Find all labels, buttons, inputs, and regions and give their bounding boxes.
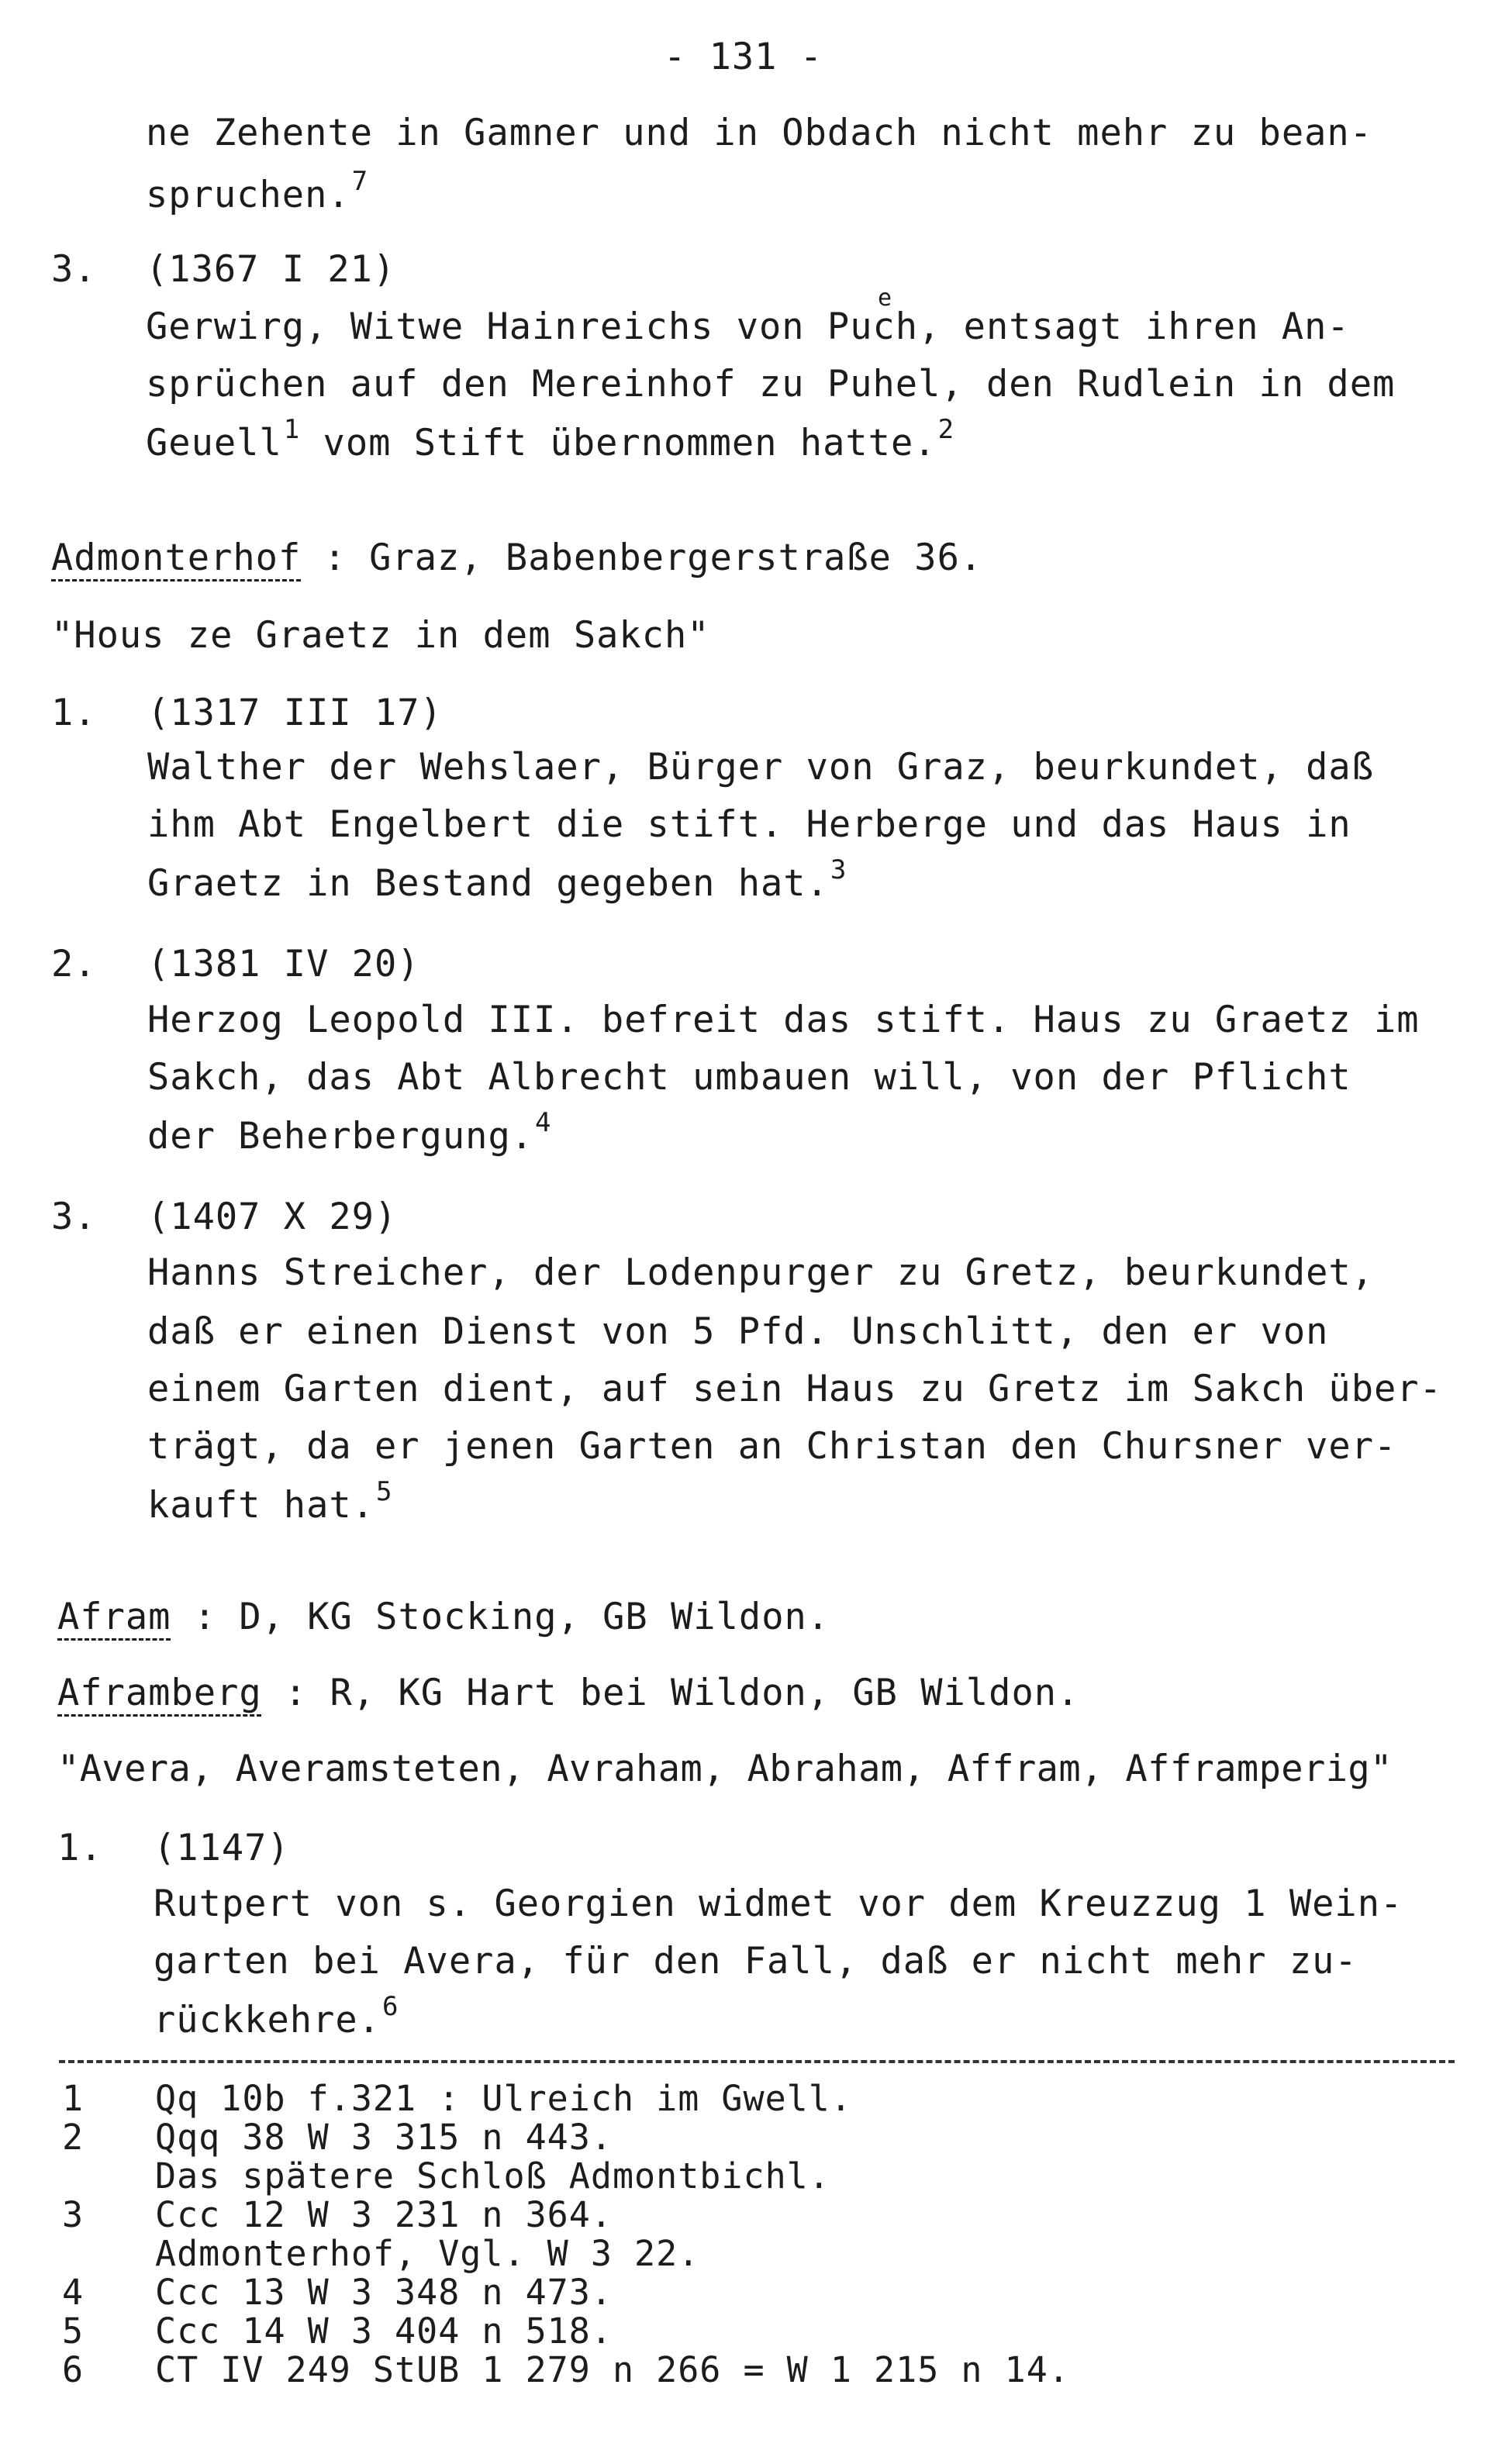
entry-date: (1367 I 21) (146, 248, 396, 291)
footnote-number: 4 (62, 2272, 85, 2313)
keyword: Aframberg (57, 1672, 262, 1714)
entry-number: 1. (57, 1827, 103, 1869)
footnote-text: Admonterhof, Vgl. W 3 22. (155, 2233, 700, 2274)
footnote-number: 5 (62, 2310, 85, 2352)
entry-line: rückkehre.$^6$ (154, 1991, 399, 2041)
page-number: - 131 - (664, 36, 823, 78)
footnote-text: CT IV 249 StUB 1 279 n 266 = W 1 215 n 14. (155, 2349, 1070, 2390)
intro-line-2: spruchen.$^7$ (146, 166, 369, 216)
entry-line: Graetz in Bestand gegeben hat.$^3$ (147, 854, 847, 905)
umlaut-mark: e (878, 285, 892, 312)
entry-line-3: Geuell$^1$ vom Stift übernommen hatte.$^2$ (146, 414, 955, 464)
heading-afram: Afram : D, KG Stocking, GB Wildon. (57, 1596, 830, 1638)
entry-number: 1. (51, 692, 97, 734)
entry-line: daß er einen Dienst von 5 Pfd. Unschlitt, den er von (147, 1310, 1329, 1353)
footnote-text: Ccc 12 W 3 231 n 364. (155, 2194, 613, 2235)
entry-line: Sakch, das Abt Albrecht umbauen will, von der Pflicht (147, 1056, 1351, 1099)
entry-line: garten bei Avera, für den Fall, daß er nicht mehr zu- (154, 1940, 1358, 1983)
keyword: Afram (57, 1596, 171, 1638)
footnote-divider (59, 2060, 1455, 2063)
entry-line: trägt, da er jenen Garten an Christan den Chursner ver- (147, 1425, 1397, 1468)
footnote-ref-3: 3 (830, 854, 847, 885)
entry-line: ihm Abt Engelbert die stift. Herberge und das Haus in (147, 803, 1351, 846)
heading-admonterhof: Admonterhof : Graz, Babenbergerstraße 36. (51, 537, 983, 579)
footnote-ref-1: 1 (283, 414, 301, 445)
entry-line-2: sprüchen auf den Mereinhof zu Puhel, den Rudlein in dem (146, 363, 1396, 405)
footnote-text: Qq 10b f.321 : Ulreich im Gwell. (155, 2078, 852, 2119)
entry-number: 3. (51, 1196, 97, 1238)
footnote-number: 2 (62, 2117, 85, 2158)
intro-line-1: ne Zehente in Gamner und in Obdach nicht mehr zu bean- (146, 112, 1373, 154)
footnote-text: Ccc 14 W 3 404 n 518. (155, 2310, 613, 2352)
footnote-text: Qqq 38 W 3 315 n 443. (155, 2117, 613, 2158)
entry-line: Rutpert von s. Georgien widmet vor dem Kreuzzug 1 Wein- (154, 1883, 1403, 1925)
footnote-ref-6: 6 (381, 1991, 399, 2022)
entry-date: (1381 IV 20) (147, 943, 420, 985)
entry-line: der Beherbergung.$^4$ (147, 1107, 552, 1158)
entry-line: Hanns Streicher, der Lodenpurger zu Gretz, beurkundet, (147, 1251, 1375, 1294)
entry-line-1: Gerwirg, Witwe Hainreichs von Puch, entsagt ihren An- (146, 305, 1350, 348)
heading-aframberg: Aframberg : R, KG Hart bei Wildon, GB Wildon. (57, 1672, 1080, 1714)
entry-line: kauft hat.$^5$ (147, 1476, 393, 1527)
footnote-text: Ccc 13 W 3 348 n 473. (155, 2272, 613, 2313)
footnote-ref-7: 7 (351, 166, 369, 197)
keyword: Admonterhof (51, 537, 302, 579)
entry-date: (1407 X 29) (147, 1196, 398, 1238)
entry-number: 3. (51, 248, 97, 291)
entry-number: 2. (51, 943, 97, 985)
footnote-number: 6 (62, 2349, 85, 2390)
entry-line: Walther der Wehslaer, Bürger von Graz, beurkundet, daß (147, 746, 1375, 789)
footnote-ref-5: 5 (375, 1476, 393, 1507)
quote-aframberg: "Avera, Averamsteten, Avraham, Abraham, Affram, Afframperig" (57, 1748, 1393, 1790)
entry-date: (1147) (154, 1827, 290, 1869)
entry-date: (1317 III 17) (147, 692, 443, 734)
entry-line: Herzog Leopold III. befreit das stift. Haus zu Graetz im (147, 999, 1420, 1041)
quote-admonterhof: "Hous ze Graetz in dem Sakch" (51, 614, 710, 657)
footnote-number: 3 (62, 2194, 85, 2235)
entry-line: einem Garten dient, auf sein Haus zu Gretz im Sakch über- (147, 1368, 1442, 1410)
footnote-number: 1 (62, 2078, 85, 2119)
footnote-text: Das spätere Schloß Admontbichl. (155, 2155, 830, 2197)
footnote-ref-2: 2 (937, 414, 955, 445)
footnote-ref-4: 4 (535, 1107, 552, 1138)
